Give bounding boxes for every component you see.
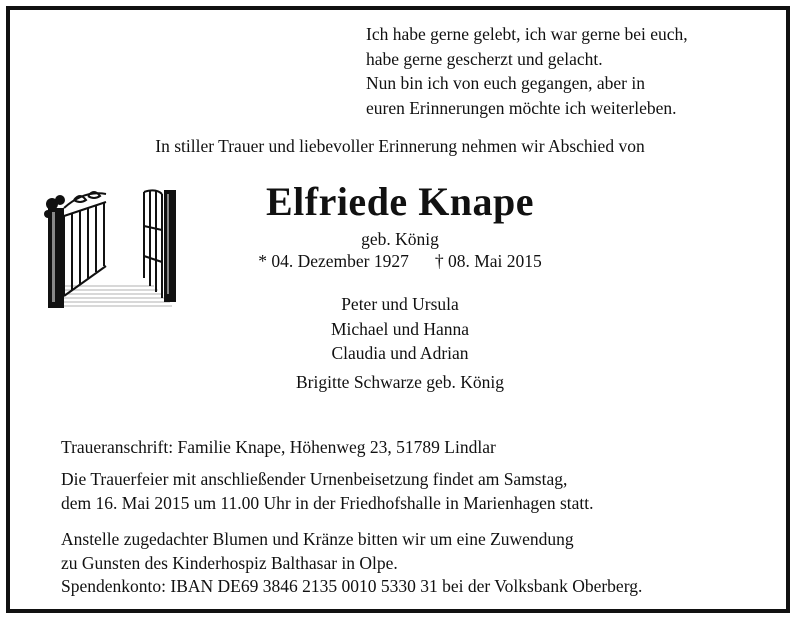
maiden-name: geb. König	[361, 229, 439, 249]
address-line: Traueranschrift: Familie Knape, Höhenweg 23, 51789 Lindlar	[61, 437, 496, 457]
donation-info	[61, 528, 642, 599]
relative-name: Brigitte Schwarze geb. König	[295, 372, 504, 392]
poem-line: Ich habe gerne gelebt, ich war gerne bei euch,	[366, 24, 688, 44]
family-member: Claudia und Adrian	[331, 343, 469, 363]
family-list	[0, 292, 800, 366]
intro-text: In stiller Trauer und liebevoller Erinnerung nehmen wir Abschied von	[155, 136, 645, 156]
life-dates	[0, 251, 800, 272]
ceremony-line: Die Trauerfeier mit anschließender Urnenbeisetzung findet am Samstag,	[61, 469, 568, 489]
birth-date: * 04. Dezember 1927	[258, 251, 409, 271]
poem-line: euren Erinnerungen möchte ich weiterleben.	[366, 97, 677, 118]
mourning-address	[61, 436, 496, 460]
donation-line: Spendenkonto: IBAN DE69 3846 2135 0010 5330 31 bei der Volksbank Oberberg.	[61, 576, 643, 596]
ceremony-line: dem 16. Mai 2015 um 11.00 Uhr in der Friedhofshalle in Marienhagen statt.	[61, 492, 594, 513]
deceased-name: Elfriede Knape	[265, 179, 535, 224]
ceremony-info	[61, 468, 594, 515]
donation-line: zu Gunsten des Kinderhospiz Balthasar in Olpe.	[61, 552, 398, 573]
donation-line: Anstelle zugedachter Blumen und Kränze bitten wir um eine Zuwendung	[61, 529, 574, 549]
family-member: Michael und Hanna	[330, 318, 469, 339]
death-date: † 08. Mai 2015	[434, 251, 542, 271]
poem-line: habe gerne gescherzt und gelacht.	[366, 48, 603, 69]
poem-line: Nun bin ich von euch gegangen, aber in	[366, 73, 645, 93]
family-member: Peter und Ursula	[341, 294, 459, 314]
poem	[366, 22, 766, 120]
